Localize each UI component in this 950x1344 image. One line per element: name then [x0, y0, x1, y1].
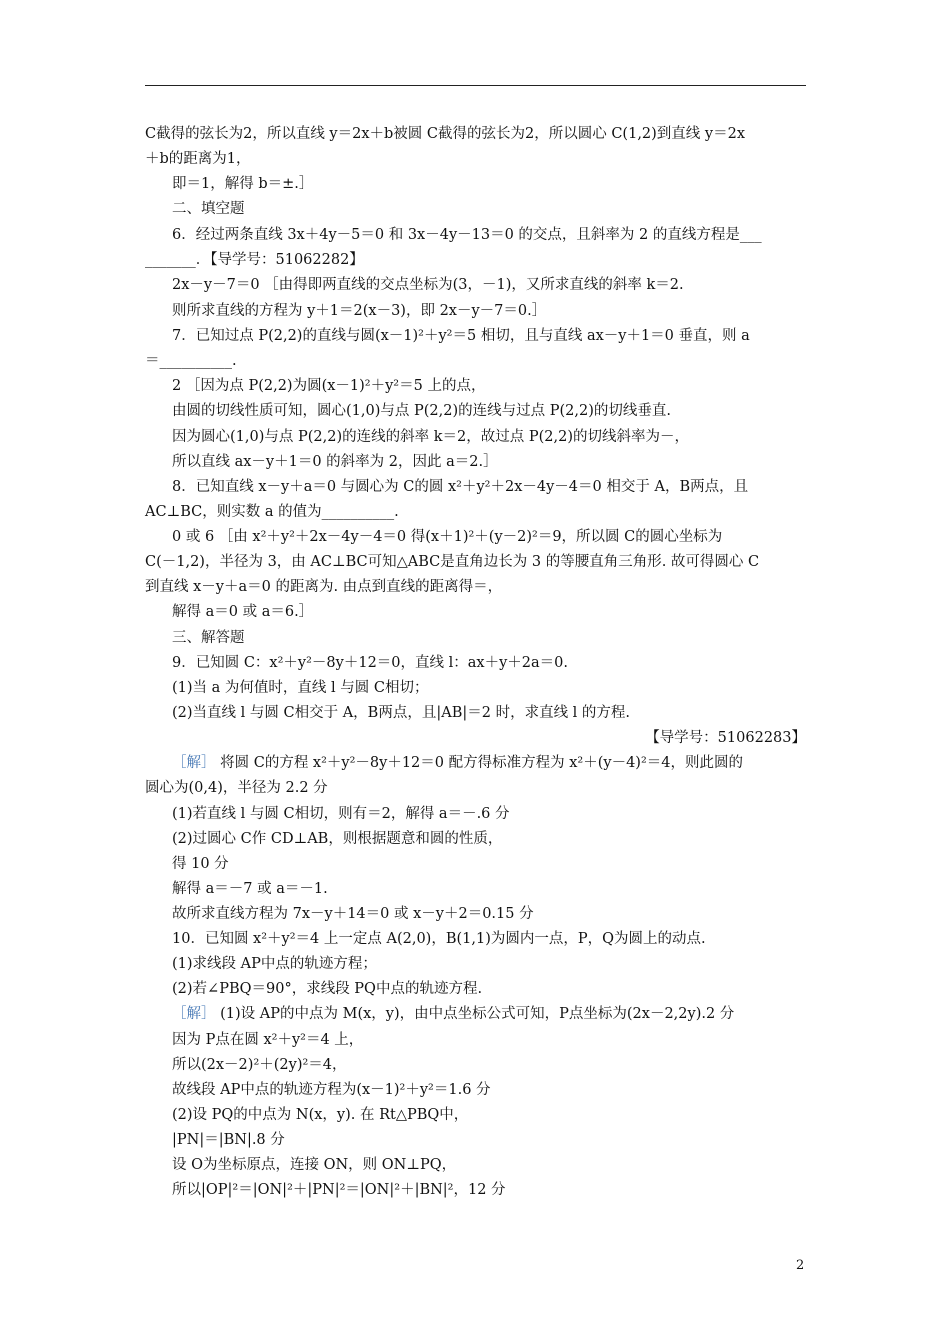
- text-line: _______．【导学号：51062282】: [145, 252, 364, 268]
- text-line: 因为 P点在圆 x²＋y²＝4 上，: [172, 1032, 364, 1048]
- text-line: 得 10 分: [172, 856, 229, 872]
- text-line: 解得 a＝－7 或 a＝－1.: [172, 881, 328, 897]
- text-line: 解得 a＝0 或 a＝6.］: [172, 604, 314, 620]
- text-line: (1)求线段 AP中点的轨迹方程；: [172, 956, 377, 972]
- text-line: (1)当 a 为何值时，直线 l 与圆 C相切；: [172, 680, 429, 696]
- solution-label: ［解］: [172, 1006, 216, 1022]
- header-rule: [145, 85, 806, 86]
- section-heading: 三、解答题: [172, 630, 245, 646]
- question-7: 7．已知过点 P(2,2)的直线与圆(x－1)²＋y²＝5 相切，且与直线 ax－y＋1＝0 垂直，则 a: [172, 328, 750, 344]
- text-line: 设 O为坐标原点，连接 ON，则 ON⊥PQ，: [172, 1157, 457, 1173]
- answer-6: 2x－y－7＝0 ［由得即两直线的交点坐标为(3，－1)，又所求直线的斜率 k＝2.: [172, 277, 684, 293]
- section-heading: 二、填空题: [172, 201, 245, 217]
- text-line: ＝__________.: [145, 353, 237, 369]
- text-line: 所以直线 ax－y＋1＝0 的斜率为 2，因此 a＝2.］: [172, 454, 498, 470]
- text-line: AC⊥BC，则实数 a 的值为__________.: [145, 504, 399, 520]
- solution-label: ［解］: [172, 755, 216, 771]
- text-line: ＋b的距离为1，: [145, 151, 251, 167]
- text-line: C截得的弦长为2，所以直线 y＝2x＋b被圆 C截得的弦长为2，所以圆心 C(1,2)到直线 y＝2x: [145, 126, 746, 142]
- text-line: C(－1,2)，半径为 3，由 AC⊥BC可知△ABC是直角边长为 3 的等腰直角三角形. 故可得圆心 C: [145, 554, 760, 570]
- question-6: 6．经过两条直线 3x＋4y－5＝0 和 3x－4y－13＝0 的交点，且斜率为 2 的直线方程是___: [172, 227, 762, 243]
- guide-number: 【导学号：51062283】: [645, 730, 806, 746]
- text-line: (1)若直线 l 与圆 C相切，则有＝2，解得 a＝－.6 分: [172, 806, 510, 822]
- solution-10: ［解］ (1)设 AP的中点为 M(x，y)，由中点坐标公式可知，P点坐标为(2x－2,2y).2 分: [172, 1006, 735, 1022]
- text-line: 由圆的切线性质可知，圆心(1,0)与点 P(2,2)的连线与过点 P(2,2)的切线垂直.: [172, 403, 671, 419]
- question-10: 10．已知圆 x²＋y²＝4 上一定点 A(2,0)，B(1,1)为圆内一点，P，Q为圆上的动点.: [172, 931, 706, 947]
- text-line: 所以(2x－2)²＋(2y)²＝4，: [172, 1057, 347, 1073]
- answer-7: 2 ［因为点 P(2,2)为圆(x－1)²＋y²＝5 上的点，: [172, 378, 486, 394]
- text-line: 到直线 x－y＋a＝0 的距离为. 由点到直线的距离得＝，: [145, 579, 503, 595]
- text-line: 故线段 AP中点的轨迹方程为(x－1)²＋y²＝1.6 分: [172, 1082, 491, 1098]
- text-line: (2)过圆心 C作 CD⊥AB，则根据题意和圆的性质，: [172, 831, 503, 847]
- text-line: (2)若∠PBQ＝90°，求线段 PQ中点的轨迹方程.: [172, 981, 483, 997]
- text-line: 即＝1，解得 b＝±.］: [172, 176, 314, 192]
- solution-9: ［解］ 将圆 C的方程 x²＋y²－8y＋12＝0 配方得标准方程为 x²＋(y－4)²＝4，则此圆的: [172, 755, 743, 771]
- text-line: 则所求直线的方程为 y＋1＝2(x－3)，即 2x－y－7＝0.］: [172, 303, 547, 319]
- page-number: 2: [796, 1258, 805, 1273]
- text-line: 所以|OP|²＝|ON|²＋|PN|²＝|ON|²＋|BN|²，12 分: [172, 1182, 506, 1198]
- text-line: 故所求直线方程为 7x－y＋14＝0 或 x－y＋2＝0.15 分: [172, 906, 534, 922]
- answer-8: 0 或 6 ［由 x²＋y²＋2x－4y－4＝0 得(x＋1)²＋(y－2)²＝9，所以圆 C的圆心坐标为: [172, 529, 723, 545]
- text-line: (2)设 PQ的中点为 N(x，y). 在 Rt△PBQ中，: [172, 1107, 469, 1123]
- text-line: (2)当直线 l 与圆 C相交于 A，B两点，且|AB|＝2 时，求直线 l 的方程.: [172, 705, 631, 721]
- text-line: 因为圆心(1,0)与点 P(2,2)的连线的斜率 k＝2，故过点 P(2,2)的切线斜率为－，: [172, 429, 689, 445]
- text-line: 圆心为(0,4)，半径为 2.2 分: [145, 780, 328, 796]
- question-8: 8．已知直线 x－y＋a＝0 与圆心为 C的圆 x²＋y²＋2x－4y－4＝0 相交于 A，B两点，且: [172, 479, 749, 495]
- question-9: 9．已知圆 C：x²＋y²－8y＋12＝0，直线 l：ax＋y＋2a＝0.: [172, 655, 568, 671]
- text-line: |PN|＝|BN|.8 分: [172, 1132, 285, 1148]
